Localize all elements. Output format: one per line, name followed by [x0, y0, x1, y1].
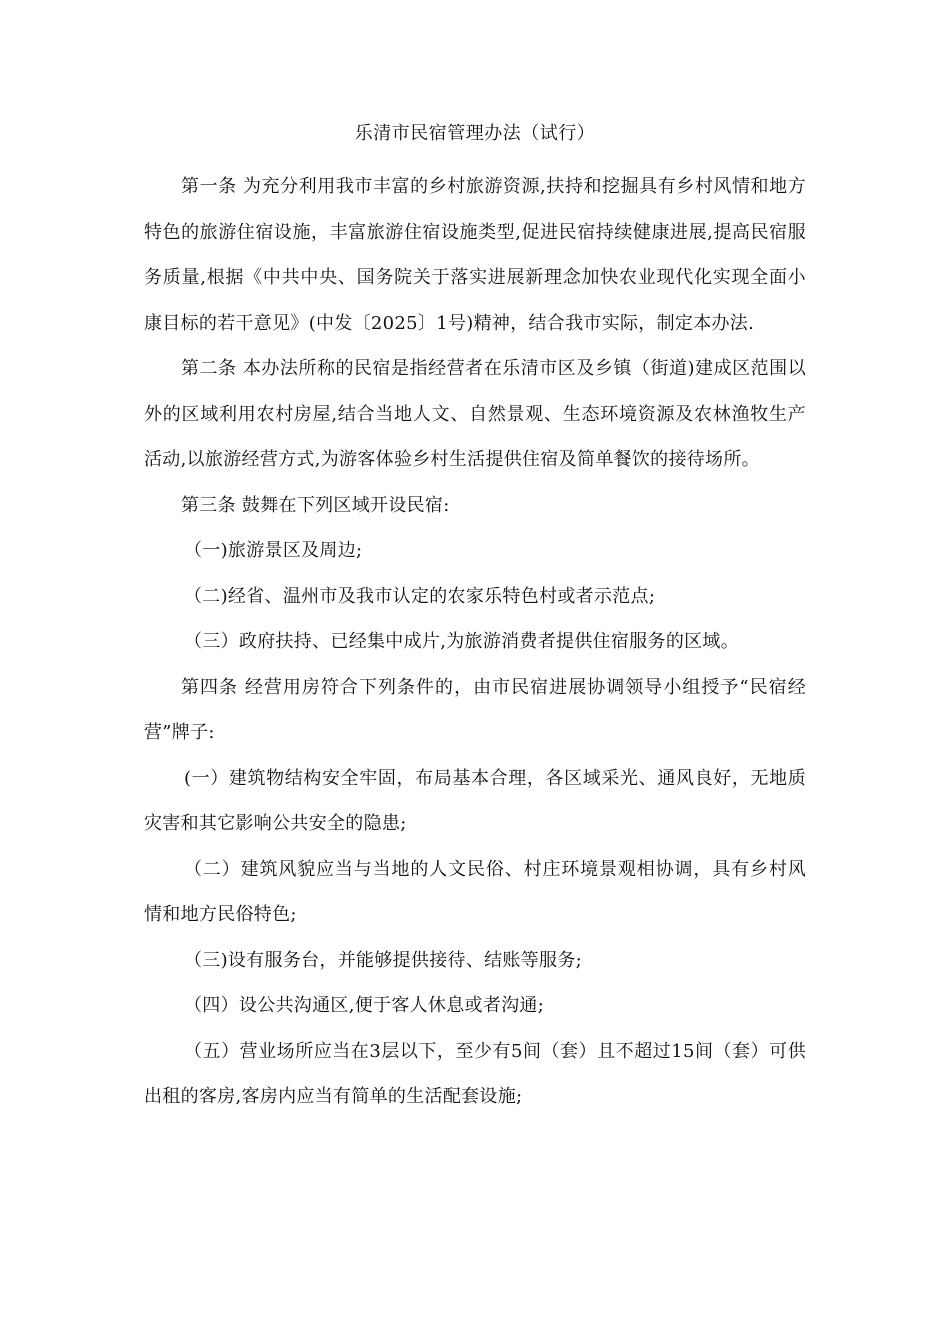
- article-4: 第四条 经营用房符合下列条件的，由市民宿进展协调领导小组授予“民宿经营”牌子:: [144, 676, 806, 743]
- article-4-item-3: （三)设有服务台，并能够提供接待、结账等服务;: [184, 949, 582, 971]
- document-title: 乐清市民宿管理办法（试行）: [354, 123, 596, 144]
- article-3-item-1: （一)旅游景区及周边;: [184, 540, 363, 561]
- article-3: 第三条 鼓舞在下列区域开设民宿:: [181, 494, 450, 516]
- article-4-item-2: （二）建筑风貌应当与当地的人文民俗、村庄环境景观相协调，具有乡村风情和地方民俗特色;: [144, 858, 806, 925]
- article-4-item-5: （五）营业场所应当在3层以下，至少有5间（套）且不超过15间（套）可供出租的客房,客房内应当有简单的生活配套设施;: [144, 1040, 806, 1107]
- document-page: [144, 118, 806, 1120]
- article-1: 第一条 为充分利用我市丰富的乡村旅游资源,扶持和挖掘具有乡村风情和地方特色的旅游住宿设施，丰富旅游住宿设施类型,促进民宿持续健康进展,提高民宿服务质量,根据《中共中央、国务院关于落实进展新理念加快农业现代化实现全面小康目标的若干意见》(中发〔2025〕1号)精神，结合我市实际，制定本办法.: [144, 176, 806, 334]
- article-3-item-2: （二)经省、温州市及我市认定的农家乐特色村或者示范点;: [184, 585, 656, 607]
- article-4-item-4: （四）设公共沟通区,便于客人休息或者沟通;: [184, 995, 545, 1016]
- article-3-item-3: （三）政府扶持、已经集中成片,为旅游消费者提供住宿服务的区域。: [184, 631, 740, 652]
- article-2: 第二条 本办法所称的民宿是指经营者在乐清市区及乡镇（街道)建成区范围以外的区域利用农村房屋,结合当地人文、自然景观、生态环境资源及农林渔牧生产活动,以旅游经营方式,为游客体验乡村生活提供住宿及简单餐饮的接待场所。: [144, 358, 806, 470]
- article-4-item-1: (一）建筑物结构安全牢固，布局基本合理，各区域采光、通风良好，无地质灾害和其它影响公共安全的隐患;: [144, 767, 806, 834]
